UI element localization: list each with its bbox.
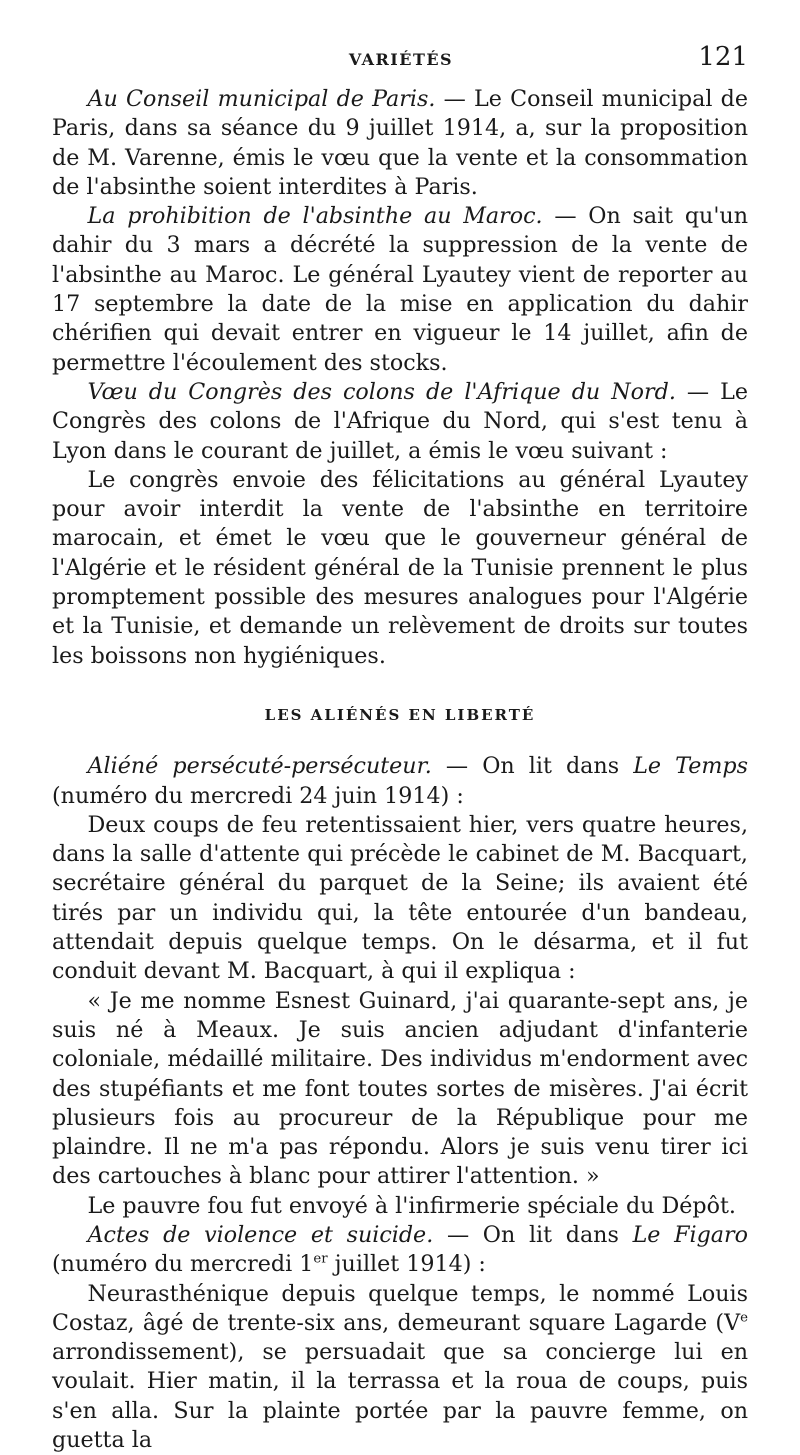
item-lead: — On lit dans [445,753,620,780]
item-title: Au Conseil municipal de Paris. [87,86,436,112]
paragraph-congress-resolution: Le congrès envoie des félicitations au général Lyautey pour avoir interdit la vente de l'absinthe en territoire marocain, et émet le vœu que le gouverneur général de l'Algérie et le résident général de la Tunisie prennent le plus promptement possible des mesures analogues pour l'Algérie et la Tunisie, et demande un relèvement de droits sur toutes les boissons non hygiéniques. [52,466,748,669]
paragraph-conseil-municipal [52,85,748,202]
paragraph-alienated-1: Deux coups de feu retentissaient hier, vers quatre heures, dans la salle d'attente qui précède le cabinet de M. Bacquart, secrétaire général du parquet de la Seine; ils avaient été tirés par un individu qui, la tête entourée d'un bandeau, attendait depuis quelque temps. On le désarma, et il fut conduit devant M. Bacquart, à qui il expliqua : [52,811,748,985]
item-text: — Le Congrès des colons de l'Afrique du Nord, qui s'est tenu à Lyon dans le courant de juillet, a émis le vœu suivant : [52,378,748,464]
paragraph-violence-1: Neurasthénique depuis quelque temps, le nommé Louis Costaz, âgé de trente-six ans, demeurant square Lagarde (Ve arrondissement), se persuadait que sa concierge lui en voulait. Hier matin, il la terrassa et la roua de coups, puis s'en alla. Sur la plainte portée par la pauvre femme, on guetta la [52,1280,748,1454]
paragraph-violence-intro [52,1221,748,1280]
paragraph-alienated-intro [52,752,748,811]
source-date: (numéro du mercredi 24 juin 1914) : [52,782,464,809]
item-title: La prohibition de l'absinthe au Maroc. [87,203,543,230]
item-title: Vœu du Congrès des colons de l'Afrique du Nord. [87,378,676,405]
section-heading: LES ALIÉNÉS EN LIBERTÉ [264,705,536,724]
item-title: Actes de violence et suicide. [87,1221,434,1248]
paragraph-alienated-3: Le pauvre fou fut envoyé à l'infirmerie spéciale du Dépôt. [87,1192,736,1219]
paragraph-voeu-congres [52,378,748,466]
source-newspaper: Le Figaro [632,1221,748,1248]
paragraph-prohibition-maroc [52,202,748,378]
page-number: 121 [698,42,748,72]
item-lead: — On lit dans [446,1221,619,1248]
item-text: — On sait qu'un dahir du 3 mars a décrété la suppression de la vente de l'absinthe au Maroc. Le général Lyautey vient de reporter au 17 septembre la date de la mise en application du dahir chérifien qui devait entrer en vigueur le 14 juillet, afin de permettre l'écoulement des stocks. [52,203,748,376]
paragraph-alienated-quote: « Je me nomme Esnest Guinard, j'ai quarante-sept ans, je suis né à Meaux. Je suis ancien adjudant d'infanterie coloniale, médaillé militaire. Des individus m'endorment avec des stupéfiants et me font toutes sortes de misères. J'ai écrit plusieurs fois au procureur de la République pour me plaindre. Il ne m'a pas répondu. Alors je suis venu tirer ici des cartouches à blanc pour attirer l'attention. » [52,987,748,1190]
item-title: Aliéné persécuté-persécuteur. [87,753,432,780]
source-date: (numéro du mercredi 1er juillet 1914) : [52,1251,486,1278]
running-title: VARIÉTÉS [348,50,454,69]
running-head [54,42,748,76]
page-body [52,85,748,1455]
source-newspaper: Le Temps [633,753,748,780]
item-text: — Le Conseil municipal de Paris, dans sa séance du 9 juillet 1914, a, sur la proposition de M. Varenne, émis le vœu que la vente et la consommation de l'absinthe soient interdites à Paris. [52,86,748,200]
